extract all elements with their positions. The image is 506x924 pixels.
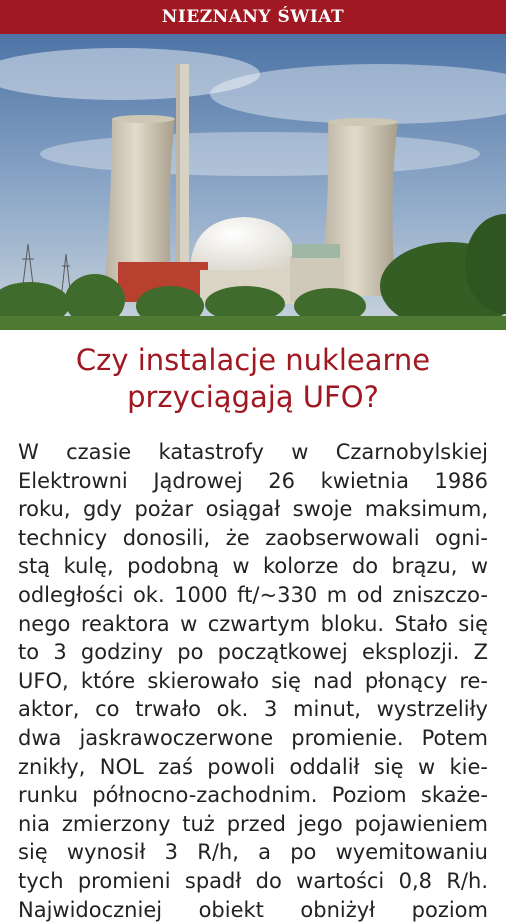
section-header: [0, 0, 506, 34]
body-line: UFO, które skierowało się nad płonący re-: [18, 667, 488, 696]
body-line: W czasie katastrofy w Czarnobylskiej: [18, 438, 488, 467]
body-line: Elektrowni Jądrowej 26 kwietnia 1986: [18, 467, 488, 496]
body-line: nego reaktora w czwartym bloku. Stało się: [18, 610, 488, 639]
article-body: [18, 438, 488, 924]
body-line: roku, gdy pożar osiągał swoje maksimum,: [18, 495, 488, 524]
body-line: odległości ok. 1000 ft/~330 m od zniszczo-: [18, 581, 488, 610]
body-line: stą kulę, podobną w kolorze do brązu, w: [18, 552, 488, 581]
body-line: znikły, NOL zaś powoli oddalił się w kie-: [18, 753, 488, 782]
section-title: NIEZNANY ŚWIAT: [162, 7, 344, 27]
body-line: Najwidoczniej obiekt obniżył poziom: [18, 896, 488, 924]
body-line: to 3 godziny po początkowej eksplozji. Z: [18, 638, 488, 667]
title-line-1: Czy instalacje nuklearne: [76, 343, 430, 377]
body-line: się wynosił 3 R/h, a po wyemitowaniu: [18, 838, 488, 867]
body-line: nia zmierzony tuż przed jego pojawieniem: [18, 810, 488, 839]
body-line: aktor, co trwało ok. 3 minut, wystrzeliły: [18, 695, 488, 724]
body-line: dwa jaskrawoczerwone promienie. Potem: [18, 724, 488, 753]
body-line: technicy donosili, że zaobserwowali ogni-: [18, 524, 488, 553]
nuclear-plant-photo: [0, 34, 506, 330]
body-line: runku północno-zachodnim. Poziom skaże-: [18, 781, 488, 810]
body-line: tych promieni spadł do wartości 0,8 R/h.: [18, 867, 488, 896]
title-line-2: przyciągają UFO?: [127, 380, 379, 414]
article-title: [16, 342, 490, 416]
